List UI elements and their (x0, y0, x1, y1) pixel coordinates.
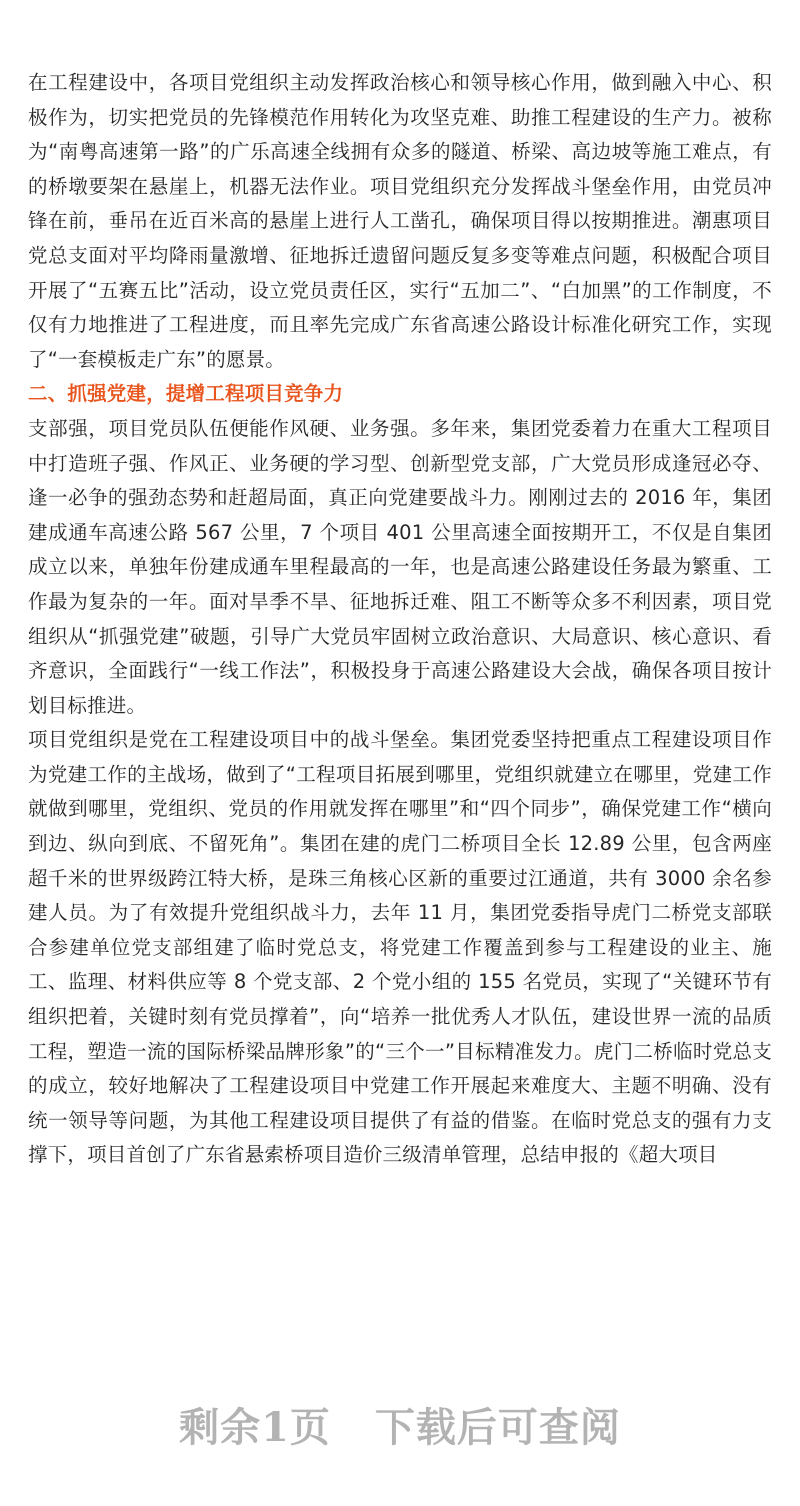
remaining-pages-label: 剩余1页 (179, 1404, 331, 1451)
article-body (28, 66, 772, 1173)
article-paragraph: 在工程建设中，各项目党组织主动发挥政治核心和领导核心作用，做到融入中心、积极作为，切实把党员的先锋模范作用转化为攻坚克难、助推工程建设的生产力。被称为“南粤高速第一路”的广乐高速全线拥有众多的隧道、桥梁、高边坡等施工难点，有的桥墩要架在悬崖上，机器无法作业。项目党组织充分发挥战斗堡垒作用，由党员冲锋在前，垂吊在近百米高的悬崖上进行人工凿孔，确保项目得以按期推进。潮惠项目党总支面对平均降雨量激增、征地拆迁遗留问题反复多变等难点问题，积极配合项目开展了“五赛五比”活动，设立党员责任区，实行“五加二”、“白加黑”的工作制度，不仅有力地推进了工程进度，而且率先完成广东省高速公路设计标准化研究工作，实现了“一套模板走广东”的愿景。 (28, 71, 772, 371)
section-heading: 二、抓强党建，提增工程项目竞争力 (28, 382, 344, 406)
article-paragraph: 项目党组织是党在工程建设项目中的战斗堡垒。集团党委坚持把重点工程建设项目作为党建工作的主战场，做到了“工程项目拓展到哪里，党组织就建立在哪里，党建工作就做到哪里，党组织、党员的作用就发挥在哪里”和“四个同步”，确保党建工作“横向到边、纵向到底、不留死角”。集团在建的虎门二桥项目全长 12.89 公里，包含两座超千米的世界级跨江特大桥，是珠三角核心区新的重要过江通道，共有 3000 余名参建人员。为了有效提升党组织战斗力，去年 11 月，集团党委指导虎门二桥党支部联合参建单位党支部组建了临时党总支，将党建工作覆盖到参与工程建设的业主、施工、监理、材料供应等 8 个党支部、2 个党小组的 155 名党员，实现了“关键环节有组织把着，关键时刻有党员撑着”，向“培养一批优秀人才队伍，建设世界一流的品质工程，塑造一流的国际桥梁品牌形象”的“三个一”目标精准发力。虎门二桥临时党总支的成立，较好地解决了工程建设项目中党建工作开展起来难度大、主题不明确、没有统一领导等问题，为其他工程建设项目提供了有益的借鉴。在临时党总支的强有力支撑下，项目首创了广东省悬索桥项目造价三级清单管理，总结申报的《超大项目 (28, 728, 772, 1167)
download-banner[interactable] (0, 1398, 800, 1458)
article-paragraph: 支部强，项目党员队伍便能作风硬、业务强。多年来，集团党委着力在重大工程项目中打造班子强、作风正、业务硬的学习型、创新型党支部，广大党员形成逢冠必夺、逢一必争的强劲态势和赶超局面，真正向党建要战斗力。刚刚过去的 2016 年，集团建成通车高速公路 567 公里，7 个项目 401 公里高速全面按期开工，不仅是自集团成立以来，单独年份建成通车里程最高的一年，也是高速公路建设任务最为繁重、工作最为复杂的一年。面对旱季不旱、征地拆迁难、阻工不断等众多不利因素，项目党组织从“抓强党建”破题，引导广大党员牢固树立政治意识、大局意识、核心意识、看齐意识，全面践行“一线工作法”，积极投身于高速公路建设大会战，确保各项目按计划目标推进。 (28, 416, 772, 717)
download-prompt-label: 下载后可查阅 (374, 1404, 621, 1451)
